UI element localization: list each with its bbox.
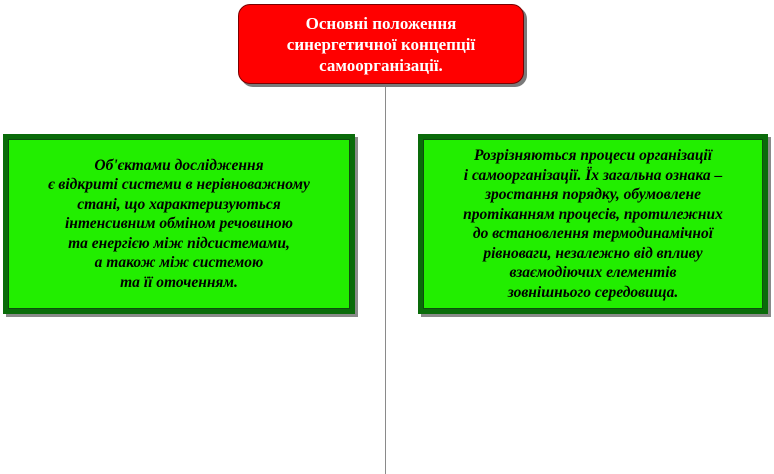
text-line: зовнішнього середовища. bbox=[507, 283, 679, 301]
text-line: та енергією між підсистемами, bbox=[68, 234, 290, 252]
text-line: і самоорганізації. Їх загальна ознака – bbox=[463, 166, 723, 184]
text-line: протіканням процесів, протилежних bbox=[463, 205, 723, 223]
objects-of-study-box bbox=[3, 134, 355, 314]
text-line: рівноваги, незалежно від впливу bbox=[483, 244, 703, 262]
connector-line bbox=[385, 86, 386, 474]
title-line: синергетичної концепції bbox=[286, 34, 476, 54]
text-line: є відкриті системи в нерівноважному bbox=[48, 176, 310, 194]
title-line: Основні положення bbox=[305, 13, 457, 33]
text-line: Об'єктами дослідження bbox=[94, 156, 264, 174]
text-line: зростання порядку, обумовлене bbox=[485, 186, 701, 203]
processes-box bbox=[418, 134, 768, 314]
text-line: до встановлення термодинамічної bbox=[472, 225, 714, 242]
text-line: та її оточенням. bbox=[120, 273, 238, 291]
text-line: Розрізняються процеси організації bbox=[473, 147, 713, 164]
text-line: взаємодіючих елементів bbox=[509, 264, 677, 281]
processes-text bbox=[463, 146, 723, 302]
title-line: самоорганізації. bbox=[319, 55, 443, 75]
text-line: а також між системою bbox=[94, 254, 264, 272]
objects-of-study-text bbox=[48, 156, 310, 293]
text-line: стані, що характеризуються bbox=[77, 195, 281, 213]
title-text bbox=[277, 13, 485, 76]
processes-box-inner bbox=[423, 139, 763, 309]
objects-of-study-box-inner bbox=[8, 139, 350, 309]
text-line: інтенсивним обміном речовиною bbox=[65, 215, 293, 233]
title-box bbox=[238, 4, 524, 84]
